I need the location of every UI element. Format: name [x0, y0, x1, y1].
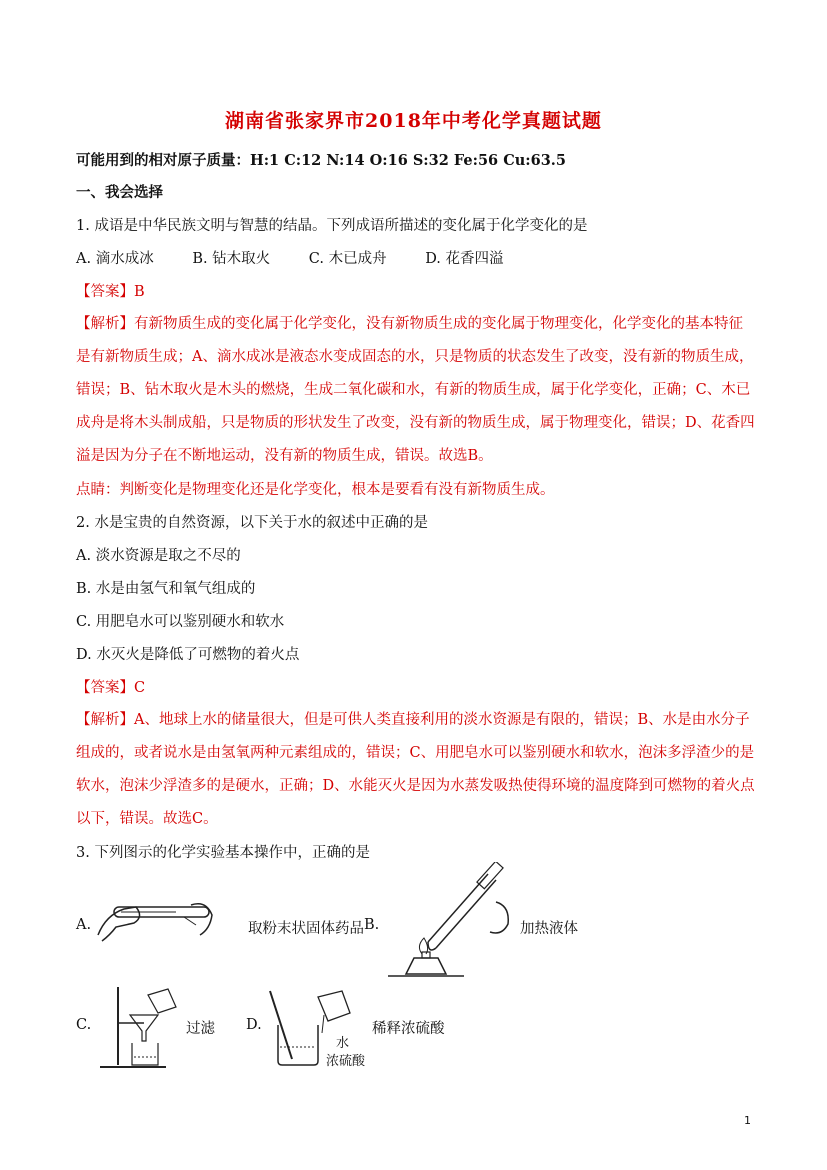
- fig-b-heating-liquid-image: [384, 862, 519, 982]
- fig-b-letter: B.: [364, 917, 380, 933]
- fig-c-filtration-image: [96, 985, 181, 1070]
- q1-option-b: B. 钻木取火: [192, 251, 271, 267]
- fig-a-letter: A.: [76, 917, 92, 933]
- q2-option-b: B. 水是由氢气和氧气组成的: [76, 581, 256, 597]
- fig-c-label: 过滤: [186, 1021, 215, 1037]
- fig-c-letter: C.: [76, 1017, 92, 1033]
- q2-option-d: D. 水灭火是降低了可燃物的着火点: [76, 647, 300, 663]
- fig-b-label: 加热液体: [520, 921, 578, 937]
- q2-option-a: A. 淡水资源是取之不尽的: [76, 548, 241, 564]
- fig-d-label: 稀释浓硫酸: [372, 1021, 445, 1037]
- q2-stem: 2. 水是宝贵的自然资源，以下关于水的叙述中正确的是: [76, 515, 428, 531]
- fig-d-water-annotation: 水: [336, 1036, 350, 1051]
- q1-stem: 1. 成语是中华民族文明与智慧的结晶。下列成语所描述的变化属于化学变化的是: [76, 218, 588, 234]
- section-heading: 一、我会选择: [76, 184, 163, 201]
- q1-analysis: 【解析】有新物质生成的变化属于化学变化，没有新物质生成的变化属于物理变化，化学变化的基本特征是有新物质生成；A、滴水成冰是液态水变成固态的水，只是物质的状态发生了改变，没有新的物质生成，错误；B、钻木取火是木头的燃烧，生成二氧化碳和水，有新的物质生成，属于化学变化，正确；C、木已成舟是将木头制成船，只是物质的形状发生了改变，没有新的物质生成，属于物理变化，错误；D、花香四溢是因为分子在不断地运动，没有新的物质生成，错误。故选B。: [76, 316, 755, 464]
- page-title: 湖南省张家界市2018年中考化学真题试题: [225, 110, 602, 132]
- page-number: 1: [744, 1114, 751, 1127]
- q2-option-c: C. 用肥皂水可以鉴别硬水和软水: [76, 614, 285, 630]
- q1-option-a: A. 滴水成冰: [76, 251, 154, 267]
- fig-a-powder-sampling-image: [96, 895, 216, 945]
- q3-stem: 3. 下列图示的化学实验基本操作中，正确的是: [76, 845, 370, 861]
- q1-tip: 点睛：判断变化是物理变化还是化学变化，根本是要看有没有新物质生成。: [76, 482, 555, 498]
- q1-answer: 【答案】B: [76, 284, 145, 300]
- q2-answer: 【答案】C: [76, 680, 146, 696]
- q1-option-c: C. 木已成舟: [308, 251, 387, 267]
- fig-d-acid-annotation: 浓硫酸: [326, 1054, 366, 1069]
- q2-analysis: 【解析】A、地球上水的储量很大，但是可供人类直接利用的淡水资源是有限的，错误；B、水是由水分子组成的，或者说水是由氢氧两种元素组成的，错误；C、用肥皂水可以鉴别硬水和软水，泡沫多浮渣少的是软水，泡沫少浮渣多的是硬水，正确；D、水能灭火是因为水蒸发吸热使得环境的温度降到可燃物的着火点以下，错误。故选C。: [76, 712, 755, 827]
- q1-options: [76, 248, 538, 270]
- fig-a-label: 取粉末状固体药品: [248, 921, 364, 937]
- fig-d-letter: D.: [246, 1017, 262, 1033]
- q1-option-d: D. 花香四溢: [425, 251, 504, 267]
- atomic-masses: 可能用到的相对原子质量：H:1 C:12 N:14 O:16 S:32 Fe:56 Cu:63.5: [76, 152, 566, 169]
